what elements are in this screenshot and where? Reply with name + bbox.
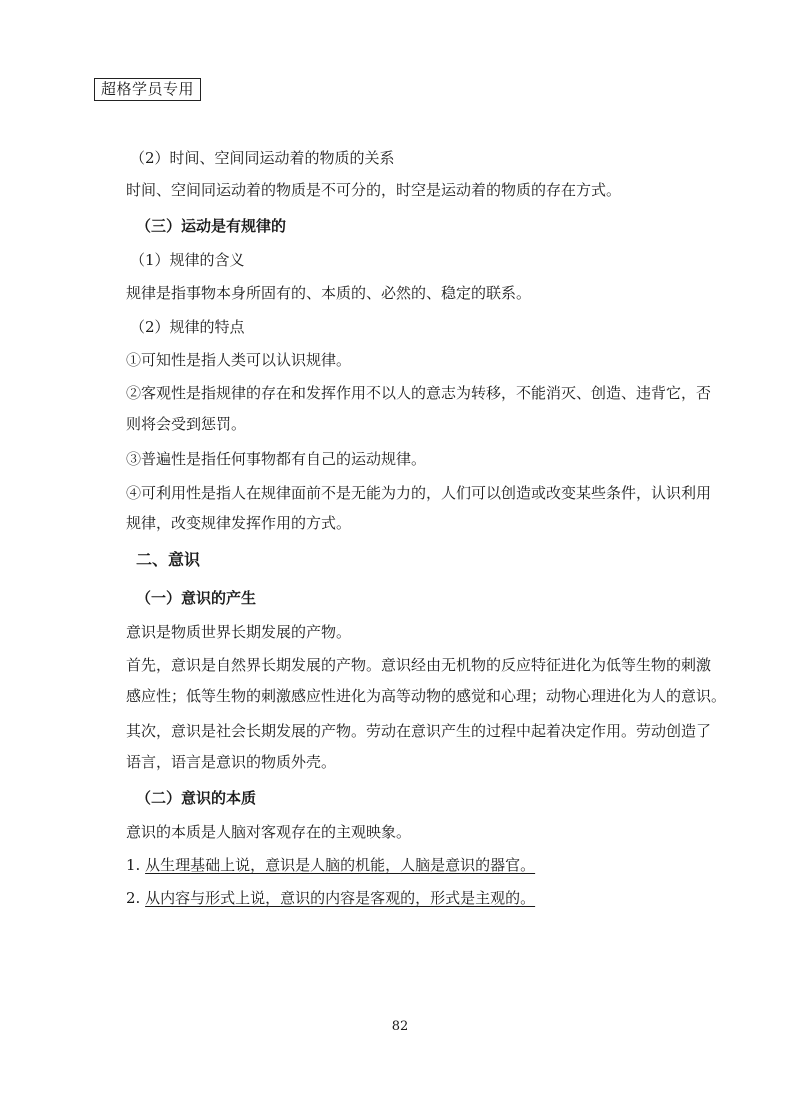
- paragraph-law-meaning: 规律是指事物本身所固有的、本质的、必然的、稳定的联系。: [126, 284, 532, 302]
- section-heading-motion-laws: （三）运动是有规律的: [136, 217, 287, 235]
- feature-utilizability-cont: 规律，改变规律发挥作用的方式。: [126, 514, 352, 532]
- essence-point-2-text: 从内容与形式上说，意识的内容是客观的，形式是主观的。: [145, 889, 536, 907]
- section-heading-essence: （二）意识的本质: [136, 789, 257, 807]
- chapter-heading-consciousness: 二、意识: [136, 550, 201, 569]
- essence-point-1-number: 1.: [126, 856, 146, 874]
- paragraph-origin-intro: 意识是物质世界长期发展的产物。: [126, 623, 352, 641]
- subheading-law-meaning: （1）规律的含义: [130, 251, 245, 269]
- paragraph-origin-nature-cont: 感应性；低等生物的刺激感应性进化为高等动物的感觉和心理；动物心理进化为人的意识。: [126, 687, 727, 705]
- feature-utilizability: ④可利用性是指人在规律面前不是无能为力的，人们可以创造或改变某些条件，认识利用: [126, 484, 712, 502]
- feature-universality: ③普遍性是指任何事物都有自己的运动规律。: [126, 450, 427, 468]
- paragraph-origin-society-cont: 语言，语言是意识的物质外壳。: [126, 753, 337, 771]
- feature-knowability: ①可知性是指人类可以认识规律。: [126, 351, 352, 369]
- feature-objectivity: ②客观性是指规律的存在和发挥作用不以人的意志为转移，不能消灭、创造、违背它，否: [126, 384, 712, 402]
- essence-point-2-number: 2.: [126, 889, 146, 907]
- feature-objectivity-cont: 则将会受到惩罚。: [126, 415, 247, 433]
- paragraph-origin-nature: 首先，意识是自然界长期发展的产物。意识经由无机物的反应特征进化为低等生物的刺激: [126, 656, 712, 674]
- section-heading-origin: （一）意识的产生: [136, 589, 257, 607]
- subheading-time-space: （2）时间、空间同运动着的物质的关系: [130, 149, 395, 167]
- paragraph-origin-society: 其次，意识是社会长期发展的产物。劳动在意识产生的过程中起着决定作用。劳动创造了: [126, 722, 712, 740]
- paragraph-essence: 意识的本质是人脑对客观存在的主观映象。: [126, 823, 412, 841]
- essence-point-1: [126, 855, 535, 875]
- student-only-stamp: 超格学员专用: [94, 78, 201, 101]
- essence-point-1-text: 从生理基础上说，意识是人脑的机能，人脑是意识的器官。: [145, 856, 536, 874]
- subheading-law-features: （2）规律的特点: [130, 318, 245, 336]
- page-number: 82: [391, 1019, 409, 1034]
- paragraph-time-space: 时间、空间同运动着的物质是不可分的，时空是运动着的物质的存在方式。: [126, 181, 622, 199]
- essence-point-2: [126, 888, 535, 908]
